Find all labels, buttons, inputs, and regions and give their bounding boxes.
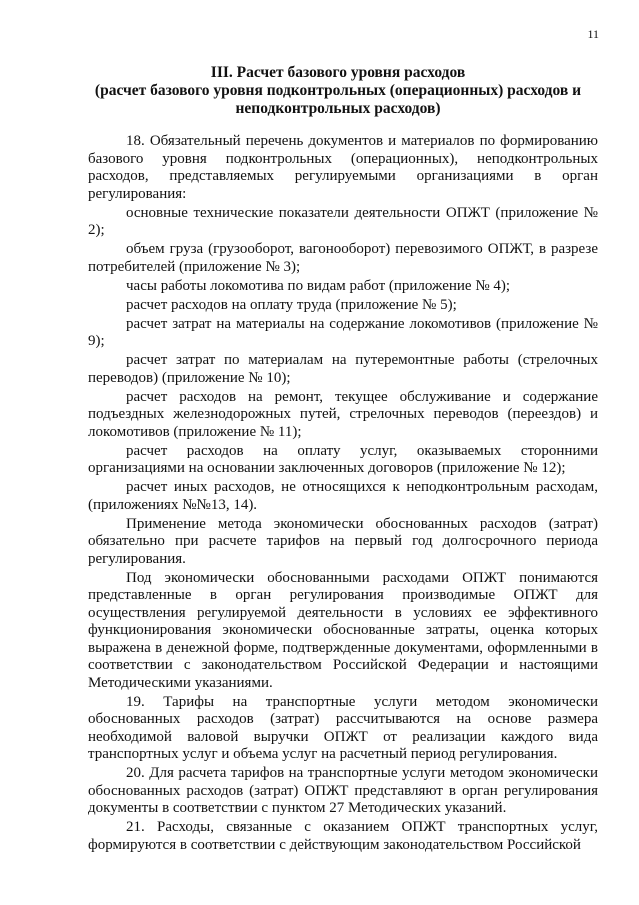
list-item: расчет затрат по материалам на путеремонтные работы (стрелочных переводов) (приложение № 10); xyxy=(88,352,598,386)
paragraph-definition: Под экономически обоснованными расходами ОПЖТ понимаются представленные в орган регулирования производимые ОПЖТ для осуществления регулируемой деятельности в условиях ее эффективного функционирования экономически обоснованные затраты, оценка которых выражена в денежной форме, подтвержденные документами, оформленными в соответствии с законодательством Российской Федерации и настоящими Методическими указаниями. xyxy=(88,569,598,691)
section-heading xyxy=(88,64,588,118)
paragraph-20: 20. Для расчета тарифов на транспортные услуги методом экономически обоснованных расходов (затрат) ОПЖТ представляют в орган регулирования документы в соответствии с пунктом 27 Методических указаний. xyxy=(88,765,598,816)
paragraph-method: Применение метода экономически обоснованных расходов (затрат) обязательно при расчете тарифов на первый год долгосрочного периода регулирования. xyxy=(88,515,598,567)
page-number: 11 xyxy=(587,27,599,41)
list-item: основные технические показатели деятельности ОПЖТ (приложение № 2); xyxy=(88,204,598,238)
heading-line-3: неподконтрольных расходов) xyxy=(235,100,441,117)
document-body xyxy=(88,133,598,856)
heading-line-2: (расчет базового уровня подконтрольных (операционных) расходов и xyxy=(94,82,582,99)
paragraph-19: 19. Тарифы на транспортные услуги методом экономически обоснованных расходов (затрат) рассчитываются на основе размера необходимой валовой выручки ОПЖТ от реализации каждого вида транспортных услуг и объема услуг на расчетный период регулирования. xyxy=(88,693,598,762)
list-item: часы работы локомотива по видам работ (приложение № 4); xyxy=(126,277,511,294)
list-item: расчет расходов на оплату услуг, оказываемых сторонними организациями на основании заключенных договоров (приложение № 12); xyxy=(88,442,598,476)
list-item: расчет затрат на материалы на содержание локомотивов (приложение № 9); xyxy=(88,315,598,349)
paragraph-21: 21. Расходы, связанные с оказанием ОПЖТ транспортных услуг, формируются в соответствии с действующим законодательством Российской xyxy=(88,819,598,853)
list-item: расчет расходов на оплату труда (приложение № 5); xyxy=(126,296,457,313)
list-item: объем груза (грузооборот, вагонооборот) перевозимого ОПЖТ, в разрезе потребителей (приложение № 3); xyxy=(88,241,598,275)
list-item: расчет расходов на ремонт, текущее обслуживание и содержание подъездных железнодорожных путей, стрелочных переводов (переездов) и локомотивов (приложение № 11); xyxy=(88,388,598,440)
list-item: расчет иных расходов, не относящихся к неподконтрольным расходам, (приложениях №№13, 14). xyxy=(88,479,598,513)
heading-line-1: III. Расчет базового уровня расходов xyxy=(210,64,466,81)
paragraph-18: 18. Обязательный перечень документов и материалов по формированию базового уровня подконтрольных (операционных), неподконтрольных расходов, представляемых регулируемыми организациями в орган регулирования: xyxy=(88,133,598,202)
